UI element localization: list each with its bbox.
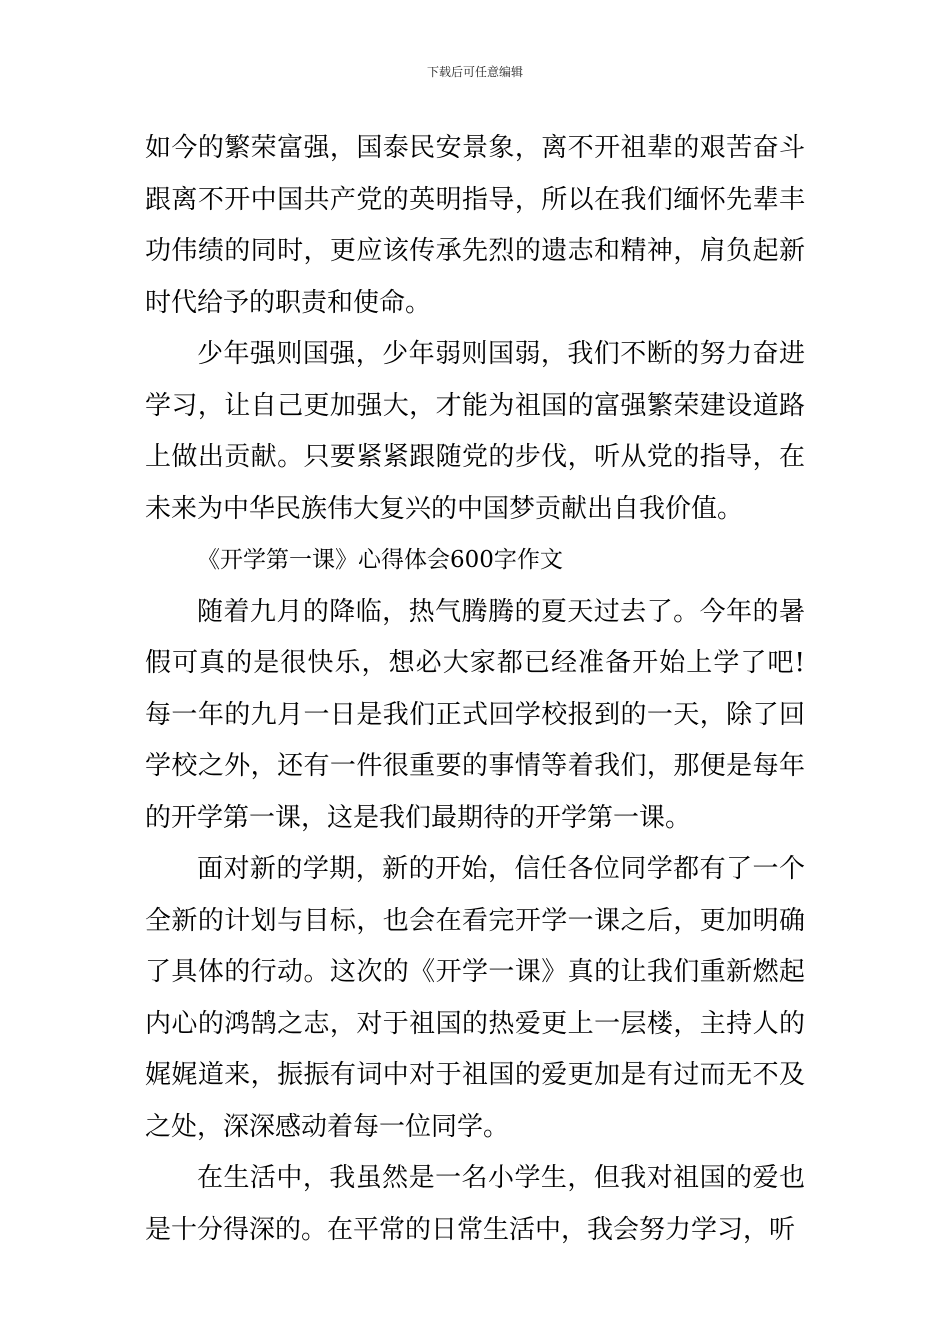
essay-title: 《开学第一课》心得体会600字作文 bbox=[197, 547, 563, 573]
document-body bbox=[145, 123, 805, 1256]
paragraph-2: 少年强则国强，少年弱则国弱，我们不断的努力奋进学习，让自己更加强大，才能为祖国的富强繁荣建设道路上做出贡献。只要紧紧跟随党的步伐，听从党的指导，在未来为中华民族伟大复兴的中国梦贡献出自我价值。 bbox=[145, 339, 805, 524]
paragraph-4: 面对新的学期，新的开始，信任各位同学都有了一个全新的计划与目标，也会在看完开学一课之后，更加明确了具体的行动。这次的《开学一课》真的让我们重新燃起内心的鸿鹄之志，对于祖国的热爱更上一层楼，主持人的娓娓道来，振振有词中对于祖国的爱更加是有过而无不及之处，深深感动着每一位同学。 bbox=[145, 854, 805, 1142]
paragraph-5: 在生活中，我虽然是一名小学生，但我对祖国的爱也是十分得深的。在平常的日常生活中，我会努力学习，听 bbox=[145, 1163, 805, 1245]
paragraph-1: 如今的繁荣富强，国泰民安景象，离不开祖辈的艰苦奋斗跟离不开中国共产党的英明指导，所以在我们缅怀先辈丰功伟绩的同时，更应该传承先烈的遗志和精神，肩负起新时代给予的职责和使命。 bbox=[145, 133, 805, 318]
page-header: 下载后可任意编辑 bbox=[426, 65, 523, 79]
paragraph-3: 随着九月的降临，热气腾腾的夏天过去了。今年的暑假可真的是很快乐，想必大家都已经准备开始上学了吧!每一年的九月一日是我们正式回学校报到的一天，除了回学校之外，还有一件很重要的事情等着我们，那便是每年的开学第一课，这是我们最期待的开学第一课。 bbox=[145, 596, 805, 833]
